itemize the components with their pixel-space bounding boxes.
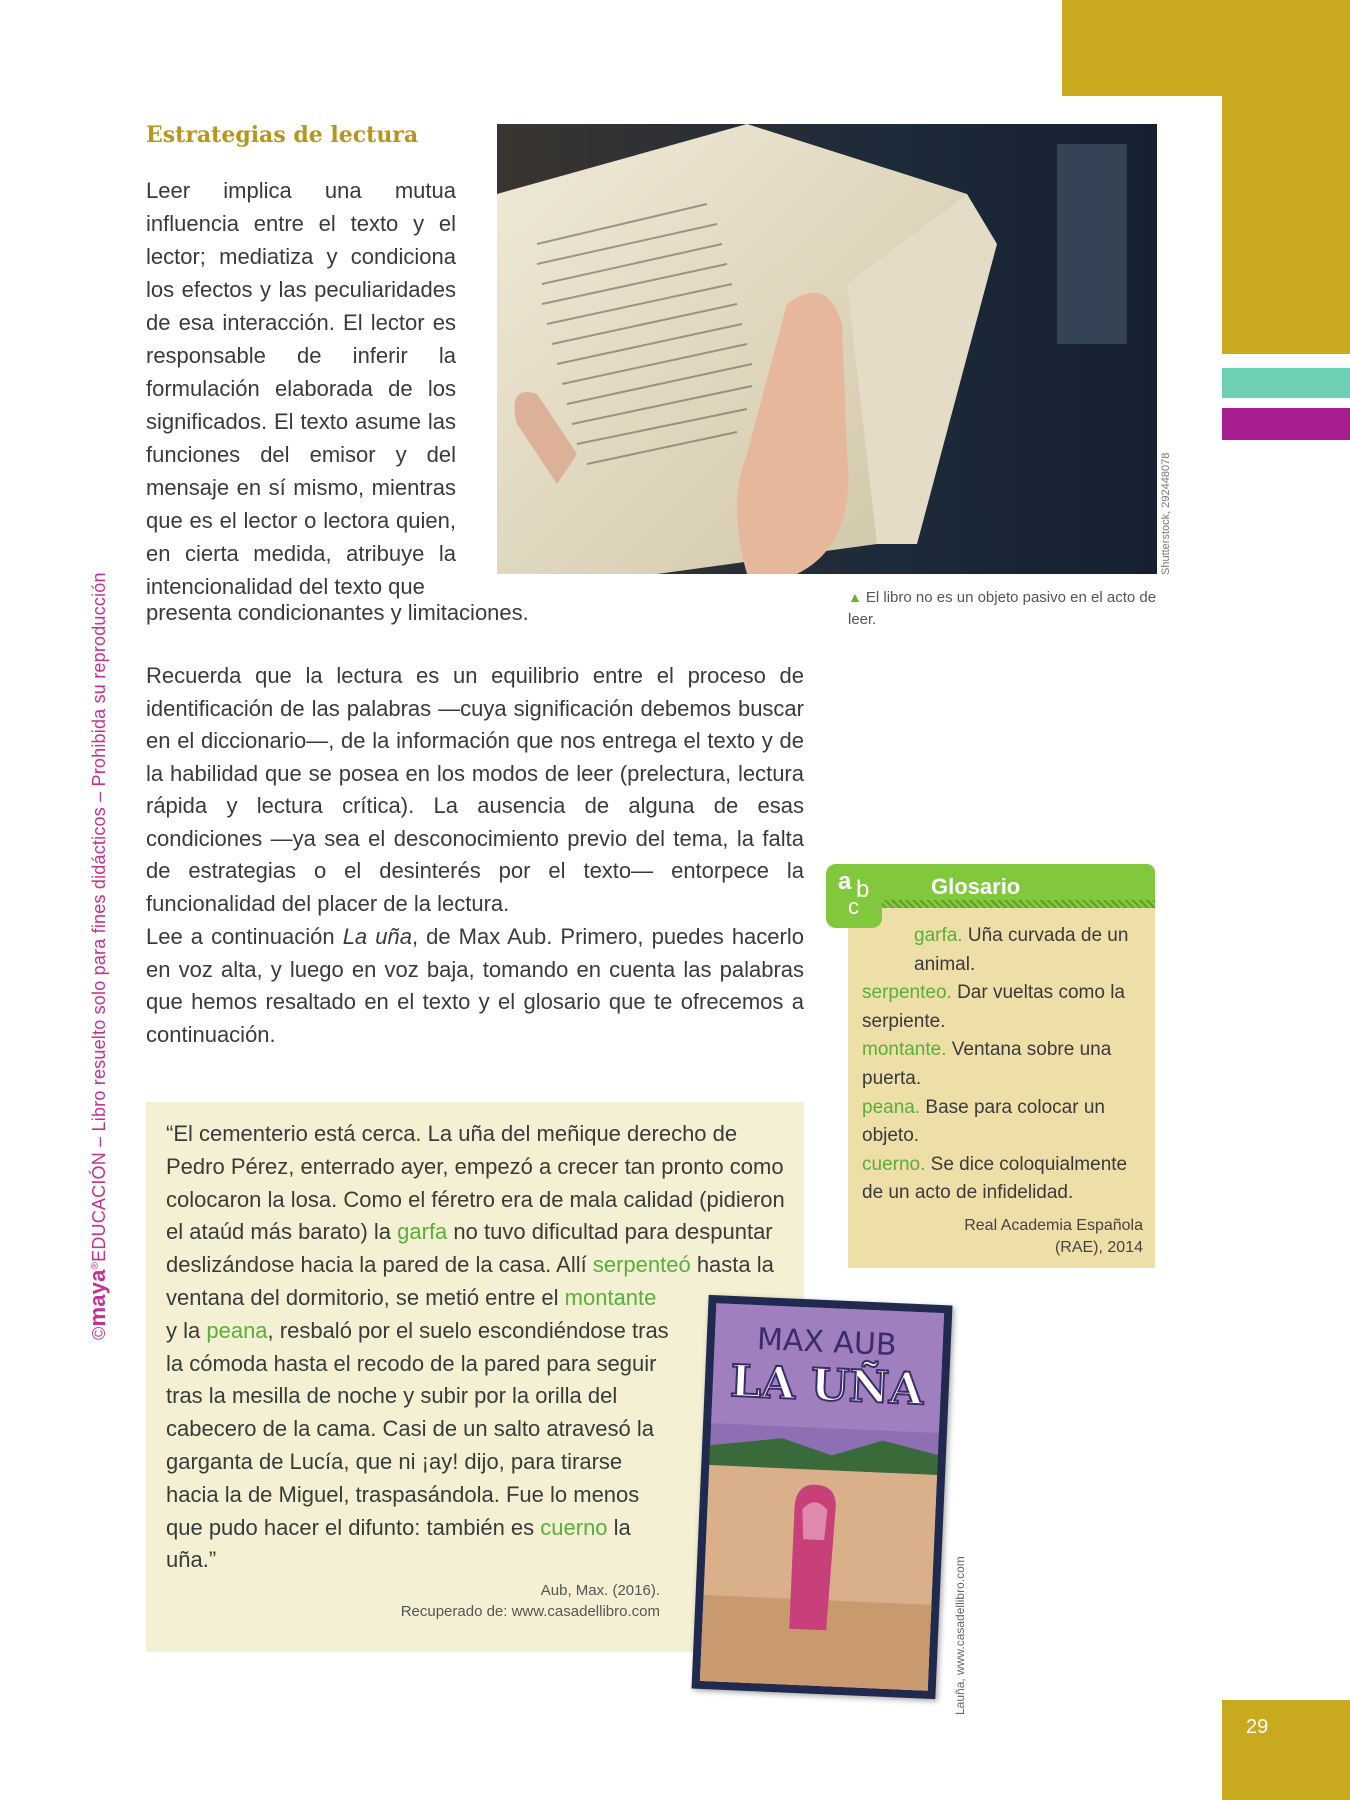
glossary-definition: Se dice coloquialmente de un acto de infidelidad. [862, 1153, 1128, 1204]
quote-segment: no tuvo dificultad para despuntar deslizándose hacia la pared de la casa. Allí [166, 1219, 773, 1278]
glossary-title: Glosario [931, 874, 1021, 899]
registered-mark: ® [90, 1261, 101, 1270]
keyword-peana: peana [206, 1317, 268, 1343]
photo-credit: Shutterstock, 292448078 [1160, 452, 1172, 575]
story-title: La uña [342, 924, 412, 949]
glossary-definition: Dar vueltas como la serpiente. [862, 982, 1125, 1032]
paragraph-reading-balance: Recuerda que la lectura es un equilibrio entre el proceso de identificación de las palabras —cuya significación debemos buscar en el diccionario—, de la información que nos entrega el texto y de la habilidad que se posea en los modos de leer (prelectura, lectura rápida y lectura crítica). La ausencia de alguna de esas condiciones —ya sea el desconocimiento previo del tema, la falta de estrategias o el desinterés por el texto— entorpece la funcionalidad del placer de la lectura. [146, 663, 804, 916]
book-title: LA UÑA [729, 1355, 925, 1416]
intro-paragraph: Leer implica una mutua influencia entre el texto y el lector; mediatiza y condiciona los efectos y las peculiaridades de esa interacción. El lector es responsable de inferir la formulación elaborada de los significados. El texto asume las funciones del emisor y del mensaje en sí mismo, mientras que es el lector o lectora quien, en cierta medida, atribuye la intencionalidad del texto que [146, 178, 456, 599]
quote-segment: y la [166, 1317, 207, 1343]
intro-paragraph-end: presenta condicionantes y limitaciones. [146, 600, 529, 625]
quote-source-author: Aub, Max. (2016). [540, 1582, 660, 1599]
copyright-text: EDUCACIÓN – Libro resuelto solo para fines didácticos – Prohibida su reproducción [89, 572, 109, 1262]
paragraph-instructions-start: Lee a continuación [146, 924, 343, 949]
quote-segment: la uña.” [166, 1514, 631, 1573]
book-cover-image [692, 1295, 953, 1699]
glossary-entries [862, 922, 1152, 1208]
keyword-serpenteo: serpenteó [592, 1252, 691, 1278]
keyword-montante: montante [564, 1284, 657, 1310]
glossary-entry [862, 1036, 1152, 1093]
story-quote-text [166, 1118, 786, 1577]
section-title: Estrategias de lectura [146, 122, 419, 148]
glossary-entry [862, 1094, 1152, 1151]
glossary-term: garfa. [914, 925, 963, 946]
paragraph-instructions-end: , de Max Aub. Primero, puedes hacerlo en voz alta, y luego en voz baja, tomando en cuenta las palabras que hemos resaltado en el texto y el glosario que te ofrecemos a continuación. [146, 924, 804, 1047]
page-number: 29 [1246, 1716, 1269, 1738]
glossary-definition: Ventana sobre una puerta. [862, 1039, 1112, 1089]
quote-narrow-block [166, 1315, 678, 1577]
glossary-definition: Uña curvada de un animal. [914, 925, 1129, 975]
glossary-term: montante. [862, 1039, 947, 1061]
book-author: MAX AUB [756, 1322, 898, 1364]
copyright-symbol: © [89, 1326, 109, 1340]
quote-segment: hasta la ventana del dormitorio, se metió entre el [166, 1252, 774, 1310]
quote-segment: “El cementerio está cerca. La uña del meñique derecho de Pedro Pérez, enterrado ayer, empezó a crecer tan pronto como colocaron la losa. Como el féretro era de mala calidad (pidieron el ataúd más barato) la [166, 1121, 785, 1245]
glossary-icon-letter: a [838, 868, 852, 895]
glossary-entry [862, 922, 1152, 979]
glossary-term: peana. [862, 1096, 921, 1118]
glossary-abc-icon [826, 864, 882, 928]
photo-caption-text: El libro no es un objeto pasivo en el acto de leer. [848, 589, 1157, 628]
copyright-notice [85, 572, 111, 1340]
triangle-icon: ▲ [848, 589, 862, 605]
paragraph-instructions [146, 921, 804, 1051]
glossary-icon-letter: c [848, 894, 859, 919]
glossary-term: serpenteo. [862, 982, 952, 1004]
glossary-source-line1: Real Academia Española [964, 1217, 1143, 1234]
glossary-icon-letter: b [856, 876, 870, 903]
glossary-source-line2: (RAE), 2014 [1054, 1239, 1143, 1256]
keyword-cuerno: cuerno [540, 1514, 608, 1540]
decor-teal-bar [1222, 368, 1350, 398]
decor-gold-bar-side [1222, 96, 1350, 354]
quote-source [300, 1580, 660, 1622]
glossary-entry [862, 1151, 1152, 1208]
page-number-box [1222, 1700, 1350, 1800]
brand-logo: maya [85, 1269, 110, 1327]
keyword-garfa: garfa [397, 1219, 448, 1245]
glossary-term: cuerno. [862, 1153, 926, 1175]
glossary-definition: Base para colocar un objeto. [862, 1096, 1105, 1147]
glossary-source [860, 1215, 1143, 1259]
photo-caption [848, 586, 1163, 631]
quote-segment: , resbaló por el suelo escondiéndose tras la cómoda hasta el recodo de la pared para seguir tras la mesilla de noche y subir por la orilla del cabecero de la cama. Casi de un salto atravesó la garganta de Lucía, que ni ¡ay! dijo, para tirarse hacia la de Miguel, traspasándola. Fue lo menos que pudo hacer el difunto: también es [166, 1317, 669, 1540]
decor-magenta-bar [1222, 408, 1350, 440]
quote-source-url: Recuperado de: www.casadellibro.com [400, 1603, 660, 1620]
book-credit: Lauña, www.casadellibro.com [953, 1556, 967, 1715]
reading-book-photo [497, 124, 1157, 574]
decor-gold-bar-top [1062, 0, 1350, 96]
glossary-entry [862, 979, 1152, 1036]
